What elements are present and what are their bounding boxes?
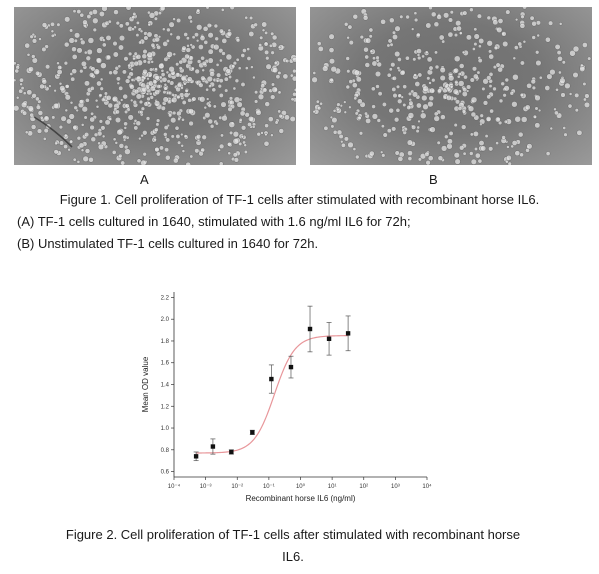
x-tick-label: 10⁻¹ — [262, 484, 275, 490]
y-tick-label: 0.6 — [160, 469, 169, 476]
data-point — [346, 331, 350, 335]
figure1-caption-a: (A) TF-1 cells cultured in 1640, stimulated with 1.6 ng/ml IL6 for 72h; — [17, 214, 411, 229]
x-tick-label: 10² — [359, 484, 369, 490]
data-points — [194, 306, 351, 461]
micrograph-b-cells — [310, 7, 592, 165]
data-point — [289, 365, 293, 369]
data-point — [194, 454, 198, 458]
y-tick-label: 1.0 — [160, 426, 169, 433]
micrograph-b — [310, 7, 592, 165]
x-tick-label: 10³ — [391, 484, 400, 490]
y-tick-label: 2.0 — [160, 317, 169, 324]
x-tick-label: 10⁻³ — [199, 484, 212, 490]
data-point — [269, 377, 273, 381]
y-axis-label: Mean OD value — [141, 356, 150, 413]
x-tick-label: 10⁴ — [422, 484, 432, 490]
data-point — [229, 450, 233, 454]
y-tick-label: 1.6 — [160, 360, 169, 367]
data-point — [327, 337, 331, 341]
dose-response-chart — [132, 282, 452, 512]
panel-label-a: A — [140, 172, 149, 187]
x-axis-label: Recombinant horse IL6 (ng/ml) — [245, 494, 356, 503]
y-tick-label: 1.8 — [160, 338, 169, 345]
figure2-caption-line1: Figure 2. Cell proliferation of TF-1 cells after stimulated with recombinant horse — [65, 527, 521, 542]
x-tick-label: 10⁻² — [231, 484, 244, 490]
figure1-title: Figure 1. Cell proliferation of TF-1 cells after stimulated with recombinant horse IL6. — [59, 192, 540, 207]
y-tick-label: 1.4 — [160, 382, 169, 389]
data-point — [308, 327, 312, 331]
data-point — [211, 444, 215, 448]
fit-curve — [196, 336, 348, 453]
x-tick-label: 10¹ — [327, 484, 337, 490]
figure2-caption-line2: IL6. — [282, 549, 304, 564]
x-tick-label: 10⁻⁴ — [167, 484, 181, 490]
x-tick-label: 10⁰ — [295, 484, 306, 490]
micrograph-a-cells — [14, 7, 296, 165]
chart-axes — [161, 292, 432, 490]
y-tick-label: 2.2 — [160, 295, 169, 302]
panel-label-b: B — [429, 172, 438, 187]
data-point — [250, 430, 254, 434]
y-tick-label: 1.2 — [160, 404, 169, 411]
y-tick-label: 0.8 — [160, 447, 169, 454]
micrograph-a — [14, 7, 296, 165]
figure1-caption-b: (B) Unstimulated TF-1 cells cultured in 1640 for 72h. — [17, 236, 319, 251]
